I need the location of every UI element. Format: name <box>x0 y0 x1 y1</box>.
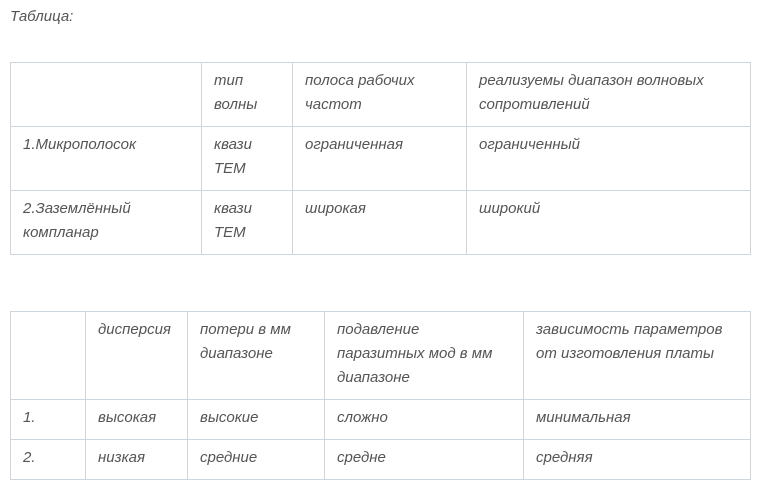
table-cell: широкий <box>467 191 751 255</box>
header-cell-impedance-range: реализуемы диапазон волновых сопротивлений <box>467 63 751 127</box>
table-row <box>11 440 751 480</box>
header-cell-dispersion: дисперсия <box>86 312 188 400</box>
table-cell: 1. <box>11 400 86 440</box>
table-cell: средне <box>325 440 524 480</box>
table-cell: широкая <box>293 191 467 255</box>
table-row <box>11 400 751 440</box>
table-cell: сложно <box>325 400 524 440</box>
table-cell: 1.Микрополосок <box>11 127 202 191</box>
table-row <box>11 127 751 191</box>
table-cell: высокая <box>86 400 188 440</box>
comparison-table-transmission-lines <box>10 62 751 255</box>
table-cell: средняя <box>524 440 751 480</box>
table-row <box>11 191 751 255</box>
table-cell: 2. <box>11 440 86 480</box>
comparison-table-properties <box>10 311 751 480</box>
header-cell-frequency-band: полоса рабочих частот <box>293 63 467 127</box>
table-header-row <box>11 63 751 127</box>
table-cell: минимальная <box>524 400 751 440</box>
table-cell: ограниченная <box>293 127 467 191</box>
table-cell: ограниченный <box>467 127 751 191</box>
header-cell-wave-type: тип волны <box>202 63 293 127</box>
table-cell: 2.Заземлённый компланар <box>11 191 202 255</box>
table-caption: Таблица: <box>10 8 74 25</box>
table-cell: низкая <box>86 440 188 480</box>
header-cell-mode-suppression: подавление паразитных мод в мм диапазоне <box>325 312 524 400</box>
table-cell: высокие <box>188 400 325 440</box>
header-cell-empty <box>11 63 202 127</box>
table-cell: средние <box>188 440 325 480</box>
header-cell-empty <box>11 312 86 400</box>
table-header-row <box>11 312 751 400</box>
table-cell: квази ТЕМ <box>202 191 293 255</box>
header-cell-losses: потери в мм диапазоне <box>188 312 325 400</box>
table-cell: квази ТЕМ <box>202 127 293 191</box>
header-cell-fabrication-dependence: зависимость параметров от изготовления платы <box>524 312 751 400</box>
